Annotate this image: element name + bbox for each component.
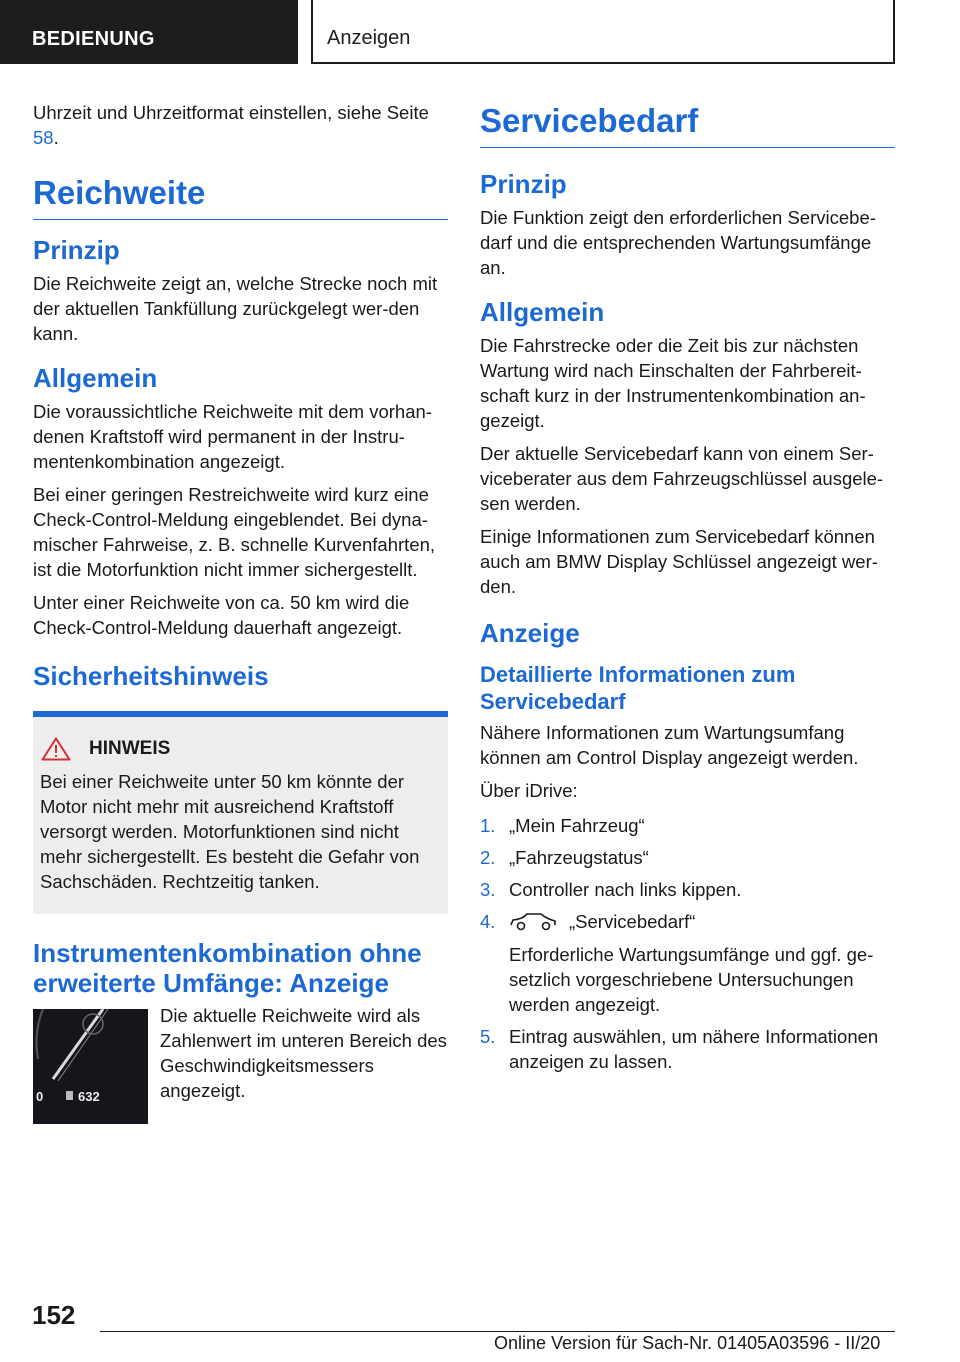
service-allgemein-p2: Der aktuelle Servicebedarf kann von einem Ser-viceberater aus dem Fahrzeugschlüssel ausgele-sen werden. (480, 443, 884, 514)
speedometer-needle-graphic (33, 1009, 148, 1124)
image-range-value: 632 (78, 1089, 100, 1104)
detail-heading: Detaillierte Informationen zum Servicebedarf (480, 662, 796, 714)
fuel-icon (66, 1091, 73, 1100)
warning-triangle-icon (41, 737, 71, 761)
reichweite-allgemein-p2: Bei einer geringen Restreichweite wird kurz eine Check-Control-Meldung eingeblendet. Bei dyna-mischer Fahrweise, z. B. schnelle Kurvenfahrten, ist die Motorfunktion nicht immer sichergestellt. (33, 484, 436, 580)
reichweite-allgemein-p3: Unter einer Reichweite von ca. 50 km wird die Check-Control-Meldung dauerhaft angezeigt. (33, 592, 410, 638)
car-icon (509, 911, 557, 931)
service-prinzip-heading: Prinzip (480, 169, 567, 199)
instrument-cluster-image (33, 1009, 148, 1124)
footer-online-version: Online Version für Sach-Nr. 01405A03596 - II/20 (494, 1333, 881, 1353)
step-number: 5. (480, 1026, 496, 1047)
section-tab: BEDIENUNG (0, 0, 298, 64)
page-number: 152 (32, 1300, 76, 1330)
warning-label: HINWEIS (89, 738, 171, 759)
instrument-heading: Instrumentenkombination ohne erweiterte Umfänge: Anzeige (33, 938, 422, 998)
step-number: 2. (480, 847, 496, 868)
right-column (480, 100, 895, 1081)
step-number: 3. (480, 879, 496, 900)
warning-box (33, 717, 448, 914)
step-number: 1. (480, 815, 496, 836)
page-link[interactable]: 58 (33, 127, 54, 148)
reichweite-prinzip-heading: Prinzip (33, 235, 120, 265)
warning-title (40, 737, 436, 761)
detail-text: Nähere Informationen zum Wartungsumfang können am Control Display angezeigt werden. (480, 722, 859, 768)
image-zero: 0 (36, 1089, 44, 1104)
instrument-inset (33, 1003, 448, 1124)
step-text: „Mein Fahrzeug“ (509, 815, 645, 836)
step-item (480, 909, 895, 1017)
reichweite-heading: Reichweite (33, 172, 448, 220)
service-allgemein-p1: Die Fahrstrecke oder die Zeit bis zur nächsten Wartung wird nach Einschalten der Fahrbereit-schaft kurz in der Instrumentenkombination an-gezeigt. (480, 335, 866, 431)
warning-text: Bei einer Reichweite unter 50 km könnte der Motor nicht mehr mit ausreichend Kraftstoff versorgt werden. Motorfunktionen sind nicht mehr sichergestellt. Es besteht die Gefahr von Sachschäden. Rechtzeitig tanken. (40, 771, 420, 892)
service-prinzip-text: Die Funktion zeigt den erforderlichen Servicebe-darf und die entsprechenden Wartungsumfänge an. (480, 207, 876, 278)
reichweite-prinzip-text: Die Reichweite zeigt an, welche Strecke noch mit der aktuellen Tankfüllung zurückgelegt wer-den kann. (33, 273, 438, 344)
step-text: Eintrag auswählen, um nähere Informationen anzeigen zu lassen. (509, 1026, 879, 1072)
step-item (480, 877, 895, 902)
reichweite-allgemein-p1: Die voraussichtliche Reichweite mit dem vorhan-denen Kraftstoff wird permanent in der Instru-mentenkombination angezeigt. (33, 401, 432, 472)
step-number: 4. (480, 911, 496, 932)
step-item (480, 845, 895, 870)
intro-text: Uhrzeit und Uhrzeitformat einstellen, siehe Seite (33, 102, 429, 123)
left-column (33, 100, 448, 1124)
step-item (480, 813, 895, 838)
idrive-steps (480, 813, 895, 1074)
intro-paragraph (33, 100, 448, 150)
sicherheit-heading: Sicherheitshinweis (33, 661, 269, 691)
chapter-title: Anzeigen (311, 0, 895, 64)
step-text: „Servicebedarf“ (569, 911, 696, 932)
instrument-text: Die aktuelle Reichweite wird als Zahlenwert im unteren Bereich des Geschwindigkeitsmessers angezeigt. (160, 1005, 447, 1101)
service-allgemein-heading: Allgemein (480, 297, 605, 327)
step-text: Controller nach links kippen. (509, 879, 742, 900)
servicebedarf-heading: Servicebedarf (480, 100, 895, 148)
service-allgemein-p3: Einige Informationen zum Servicebedarf können auch am BMW Display Schlüssel angezeigt wer-den. (480, 526, 878, 597)
anzeige-heading: Anzeige (480, 618, 580, 648)
footer-divider (100, 1331, 895, 1332)
step-text: „Fahrzeugstatus“ (509, 847, 649, 868)
reichweite-allgemein-heading: Allgemein (33, 363, 158, 393)
idrive-label: Über iDrive: (480, 780, 578, 801)
step-sub-text: Erforderliche Wartungsumfänge und ggf. ge-setzlich vorgeschriebene Untersuchungen werden angezeigt. (509, 944, 874, 1015)
step-item (480, 1024, 895, 1074)
intro-end: . (53, 127, 59, 148)
